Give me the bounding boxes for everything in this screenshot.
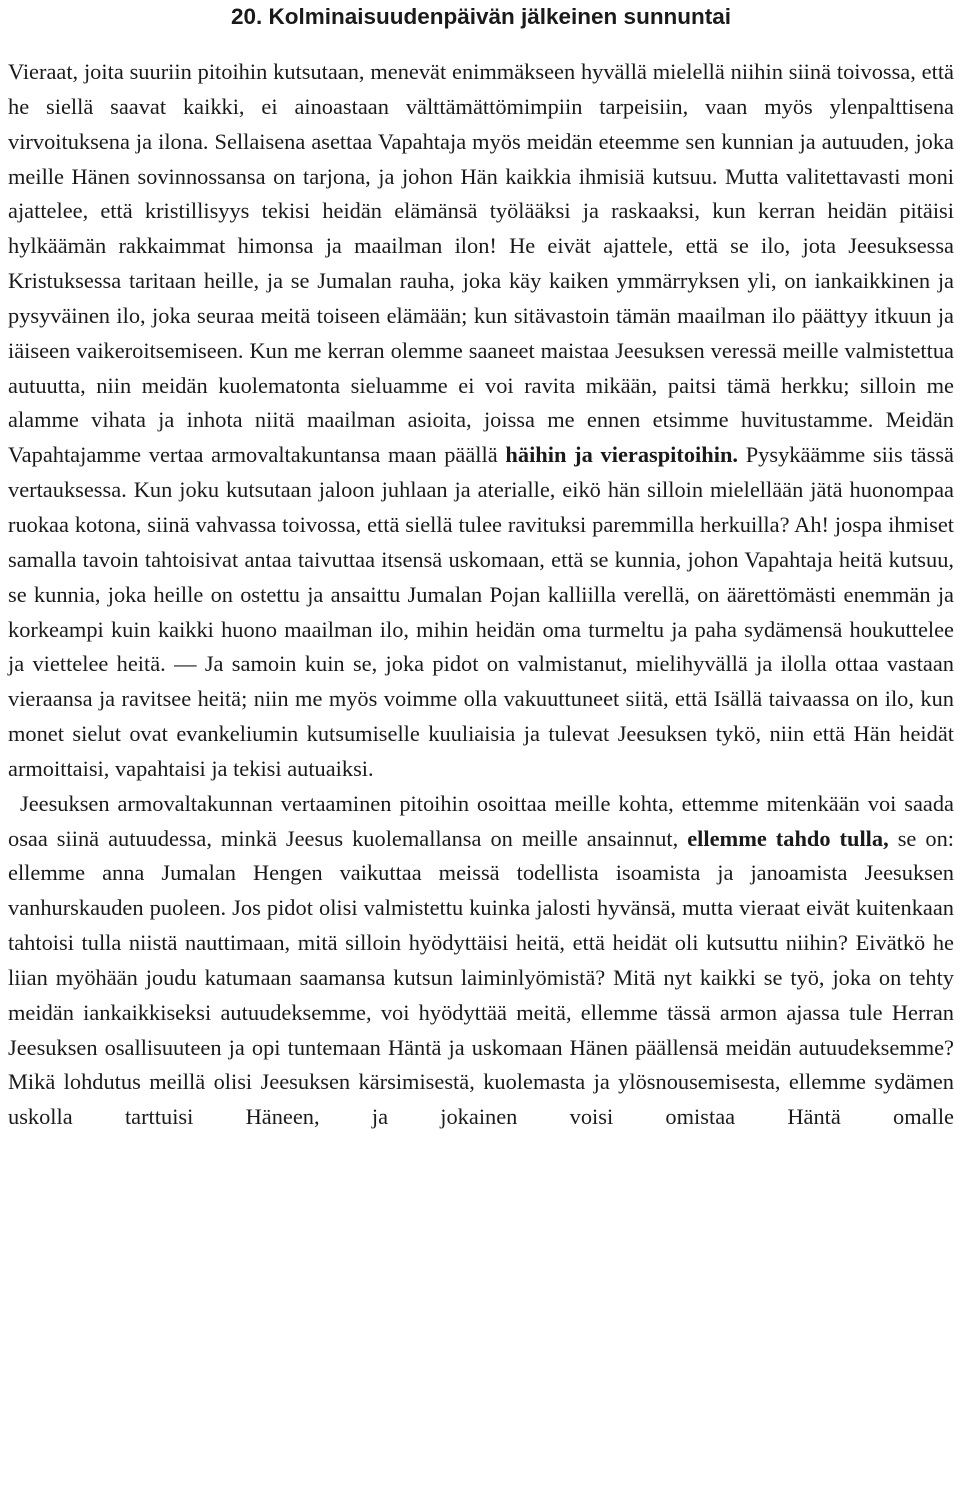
paragraph-2-text-b: se on: ellemme anna Jumalan Hengen vaikuttaa meissä todellista isoamista ja janoamista Jeesuksen vanhurskauden puoleen. Jos pidot olisi valmistettu kuinka jalosti hyvänsä, mutta vieraat eivät kuitenkaan tahtoisi tulla niistä nauttimaan, mitä silloin hyödyttäisi heitä, että heidät oli kutsuttu niihin? Eivätkö he liian myöhään joudu katumaan saamansa kutsun laiminlyömistä? Mitä nyt kaikki se työ, joka on tehty meidän iankaikkiseksi autuudeksemme, voi hyödyttää meitä, ellemme tässä armon ajassa tule Herran Jeesuksen osallisuuteen ja opi tuntemaan Häntä ja uskomaan Hänen päällensä meidän autuudeksemme? Mikä lohdutus meillä olisi Jeesuksen kärsimisestä, kuolemasta ja ylösnousemisesta, ellemme sydämen uskolla tarttuisi Häneen, ja jokainen voisi omistaa Häntä omalle xyxy=(8,825,954,1130)
paragraph-1-text-b: Pysykäämme siis tässä vertauksessa. Kun joku kutsutaan jaloon juhlaan ja aterialle, eikö hän silloin mielellään jätä huonompaa ruokaa kotona, siinä vahvassa toivossa, että siellä tulee ravituksi paremmilla herkuilla? Ah! jospa ihmiset samalla tavoin tahtoisivat antaa taivuttaa itsensä uskomaan, että se kunnia, johon Vapahtaja heitä kutsuu, se kunnia, joka heille on ostettu ja ansaittu Jumalan Pojan kalliilla verellä, on äärettömästi enemmän ja korkeampi kuin kaikki huono maailman ilo, mihin heidän oma turmeltu ja paha sydämensä houkuttelee ja viettelee heitä. — Ja samoin kuin se, joka pidot on valmistanut, mielihyvällä ja ilolla ottaa vastaan vieraansa ja ravitsee heitä; niin me myös voimme olla vakuuttuneet siitä, että Isällä taivaassa on ilo, kun monet sielut ovat evankeliumin kutsumiselle kuuliaisia ja tulevat Jeesuksen tykö, niin että Hän heidät armoittaisi, vapahtaisi ja tekisi autuaiksi. xyxy=(8,442,954,781)
paragraph-2-bold-phrase: ellemme tahdo tulla, xyxy=(687,825,889,851)
paragraph-2-text-a: Jeesuksen armovaltakunnan vertaaminen pitoihin osoittaa meille kohta, ettemme mitenkään voi saada osaa siinä autuudessa, minkä Jeesus kuolemallansa on meille ansainnut, xyxy=(8,790,954,851)
paragraph-1-bold-phrase: häihin ja vieraspitoihin. xyxy=(505,442,738,468)
page-title: 20. Kolminaisuudenpäivän jälkeinen sunnuntai xyxy=(230,4,732,29)
paragraph-1-text-a: Vieraat, joita suuriin pitoihin kutsutaan, menevät enimmäkseen hyvällä mielellä niihin siinä toivossa, että he siellä saavat kaikki, ei ainoastaan välttämättömimpiin tarpeisiin, vaan myös ylenpalttisena virvoituksena ja ilona. Sellaisena asettaa Vapahtaja myös meidän eteemme sen kunnian ja autuuden, joka meille Hänen sovinnossansa on tarjona, ja johon Hän kaikkia ihmisiä kutsuu. Mutta valitettavasti moni ajattelee, että kristillisyys tekisi heidän elämänsä työlääksi ja raskaaksi, kun kerran heidän pitäisi hylkäämän rakkaimmat himonsa ja maailman ilon! He eivät ajattele, että se ilo, jota Jeesuksessa Kristuksessa taritaan heille, ja se Jumalan rauha, joka käy kaiken ymmärryksen yli, on iankaikkinen ja pysyväinen ilo, joka seuraa meitä toiseen elämään; kun sitävastoin tämän maailman ilo päättyy itkuun ja iäiseen vaikeroitsemiseen. Kun me kerran olemme saaneet maistaa Jeesuksen veressä meille valmistettua autuutta, niin meidän kuolematonta sieluamme ei voi ravita mikään, paitsi tämä herkku; silloin me alamme vihata ja inhota niitä maailman asioita, joissa me ennen etsimme huvitustamme. Meidän Vapahtajamme vertaa armovaltakuntansa maan päällä xyxy=(8,59,954,468)
document-page xyxy=(8,0,954,1135)
paragraph-2 xyxy=(8,787,954,1135)
paragraph-1 xyxy=(8,55,954,787)
